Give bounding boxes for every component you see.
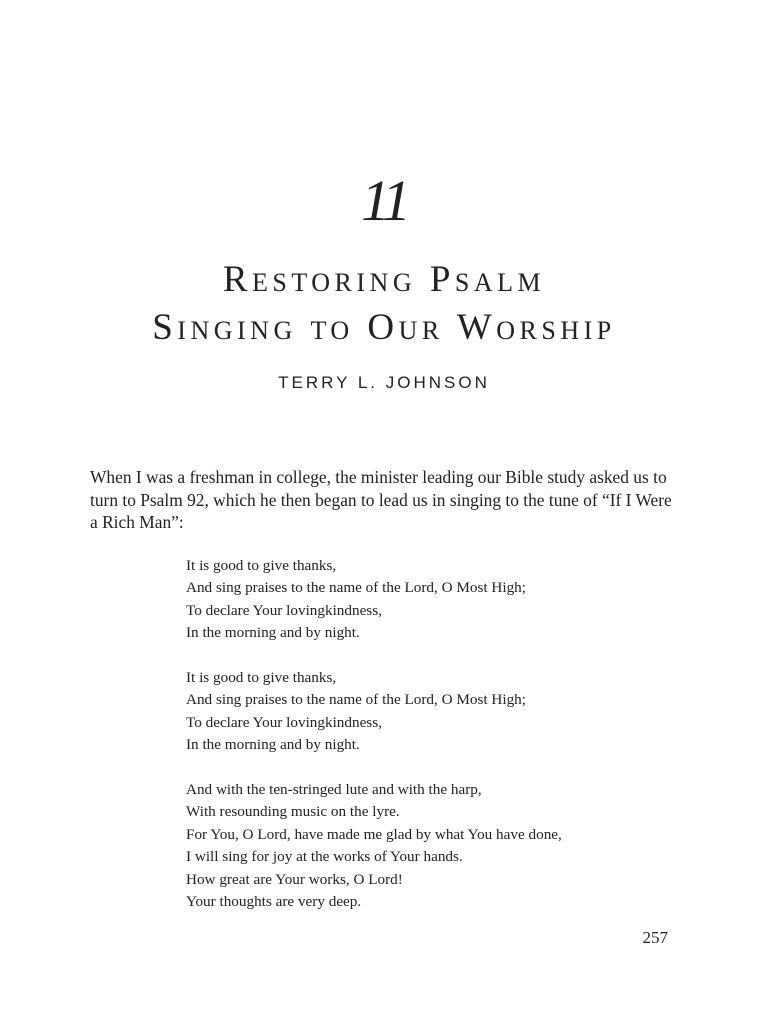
chapter-title-line: Singing to Our Worship xyxy=(152,307,616,348)
psalm-line: For You, O Lord, have made me glad by what You have done, xyxy=(186,825,562,843)
chapter-title-line: Restoring Psalm xyxy=(222,259,546,300)
psalm-quotation xyxy=(186,555,686,936)
page-number: 257 xyxy=(642,928,668,947)
psalm-line: Your thoughts are very deep. xyxy=(186,893,362,911)
psalm-line: And with the ten-stringed lute and with the harp, xyxy=(186,781,482,799)
psalm-line: With resounding music on the lyre. xyxy=(186,803,400,821)
author-name: TERRY L. JOHNSON xyxy=(278,373,490,392)
chapter-title xyxy=(0,256,768,352)
psalm-line: How great are Your works, O Lord! xyxy=(186,870,403,888)
psalm-stanza xyxy=(186,555,686,645)
psalm-stanza xyxy=(186,667,686,757)
psalm-line: And sing praises to the name of the Lord, O Most High; xyxy=(186,691,526,709)
psalm-line: And sing praises to the name of the Lord, O Most High; xyxy=(186,579,526,597)
psalm-stanza xyxy=(186,779,686,913)
psalm-line: It is good to give thanks, xyxy=(186,669,337,687)
psalm-line: It is good to give thanks, xyxy=(186,557,337,574)
psalm-line: To declare Your lovingkindness, xyxy=(186,601,382,619)
psalm-line: I will sing for joy at the works of Your hands. xyxy=(186,848,463,866)
intro-paragraph: When I was a freshman in college, the minister leading our Bible study asked us to turn to Psalm 92, which he then began to lead us in singing to the tune of “If I Were a Rich Man”: xyxy=(90,467,672,532)
psalm-line: To declare Your lovingkindness, xyxy=(186,713,382,731)
chapter-number: 11 xyxy=(361,168,407,233)
psalm-line: In the morning and by night. xyxy=(186,624,360,642)
psalm-line: In the morning and by night. xyxy=(186,736,360,754)
